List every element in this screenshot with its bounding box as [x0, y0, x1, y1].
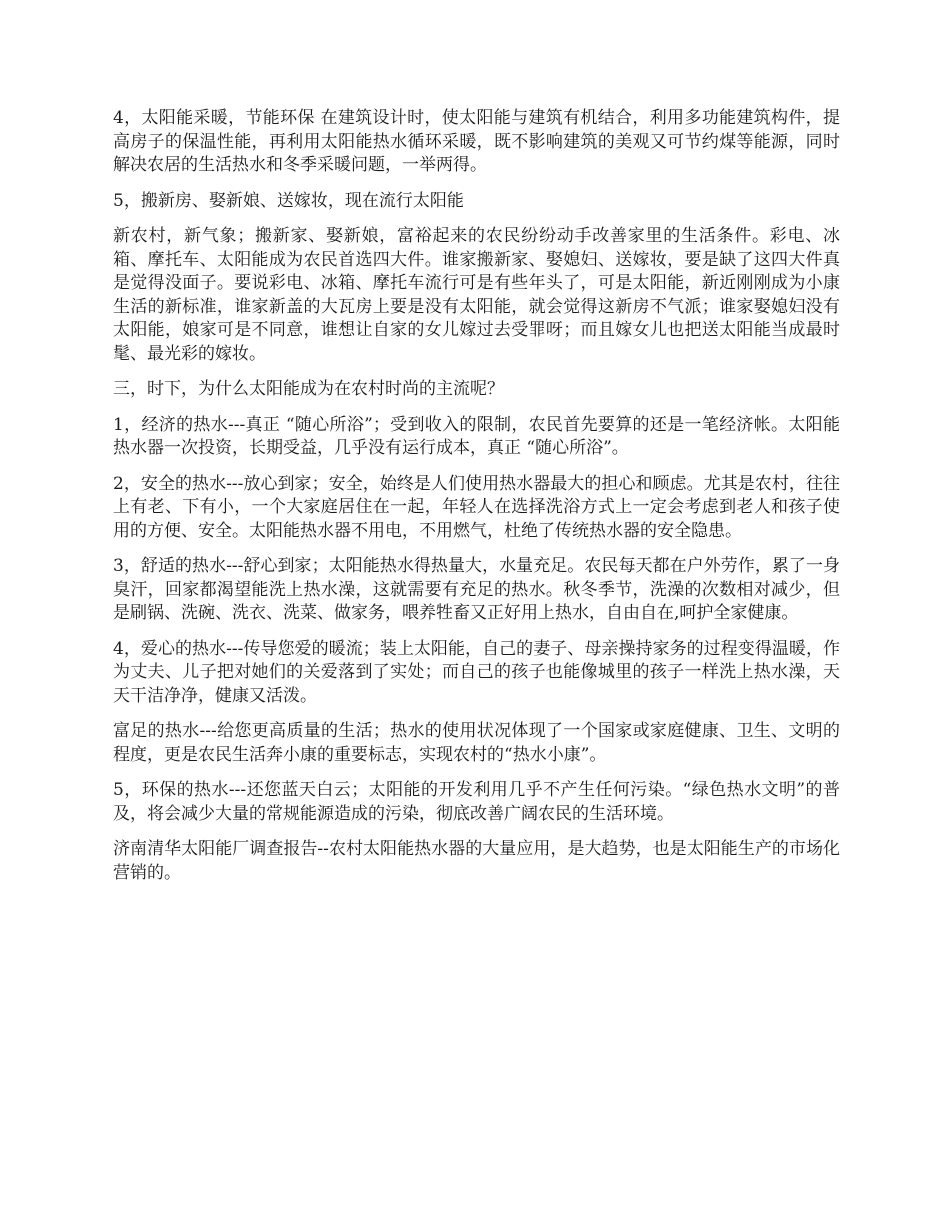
paragraph-survey-conclusion: 济南清华太阳能厂调查报告--农村太阳能热水器的大量应用，是大趋势，也是太阳能生产的市场化营销的。: [113, 839, 840, 883]
paragraph-comfortable-hot-water: 3，舒适的热水---舒心到家；太阳能热水得热量大，水量充足。农民每天都在户外劳作，累了一身臭汗，回家都渴望能洗上热水澡，这就需要有充足的热水。秋冬季节，洗澡的次数相对减少，但是刷锅、洗碗、洗衣、洗菜、做家务，喂养牲畜又正好用上热水，自由自在,呵护全家健康。: [113, 556, 840, 623]
document-page: [113, 107, 840, 897]
paragraph-new-countryside: 新农村，新气象；搬新家、娶新娘，富裕起来的农民纷纷动手改善家里的生活条件。彩电、冰箱、摩托车、太阳能成为农民首选四大件。谁家搬新家、娶媳妇、送嫁妆，要是缺了这四大件真是觉得没面子。要说彩电、冰箱、摩托车流行可是有些年头了，可是太阳能，新近刚刚成为小康生活的新标准，谁家新盖的大瓦房上要是没有太阳能，就会觉得这新房不气派；谁家娶媳妇没有太阳能，娘家可是不同意，谁想让自家的女儿嫁过去受罪呀；而且嫁女儿也把送太阳能当成最时髦、最光彩的嫁妆。: [113, 226, 840, 364]
paragraph-caring-hot-water: 4，爱心的热水---传导您爱的暖流；装上太阳能，自己的妻子、母亲操持家务的过程变得温暖，作为丈夫、儿子把对她们的关爱落到了实处；而自己的孩子也能像城里的孩子一样洗上热水澡，天天干洁净净，健康又活泼。: [113, 638, 840, 706]
paragraph-safe-hot-water: 2，安全的热水---放心到家；安全，始终是人们使用热水器最大的担心和顾虑。尤其是农村，往往上有老、下有小，一个大家庭居住在一起，年轻人在选择洗浴方式上一定会考虑到老人和孩子使用的方便、安全。太阳能热水器不用电，不用燃气，杜绝了传统热水器的安全隐患。: [113, 473, 840, 541]
paragraph-economical-hot-water: 1，经济的热水---真正 “随心所浴”；受到收入的限制，农民首先要算的还是一笔经济帐。太阳能热水器一次投资，长期受益，几乎没有运行成本，真正 “随心所浴”。: [113, 414, 840, 458]
paragraph-eco-hot-water: 5，环保的热水---还您蓝天白云；太阳能的开发利用几乎不产生任何污染。“绿色热水文明”的普及，将会减少大量的常规能源造成的污染，彻底改善广阔农民的生活环境。: [113, 780, 840, 824]
section-heading-why-popular: 三，时下，为什么太阳能成为在农村时尚的主流呢？: [113, 379, 504, 399]
paragraph-solar-heating: 4，太阳能采暖，节能环保 在建筑设计时，使太阳能与建筑有机结合，利用多功能建筑构件，提高房子的保温性能，再利用太阳能热水循环采暖，既不影响建筑的美观又可节约煤等能源，同时解决农居的生活热水和冬季采暖问题，一举两得。: [113, 108, 840, 175]
paragraph-new-home-heading: 5，搬新房、娶新娘、送嫁妆，现在流行太阳能: [113, 190, 464, 211]
paragraph-abundant-hot-water: 富足的热水---给您更高质量的生活；热水的使用状况体现了一个国家或家庭健康、卫生、文明的程度，更是农民生活奔小康的重要标志，实现农村的“热水小康”。: [113, 721, 840, 765]
